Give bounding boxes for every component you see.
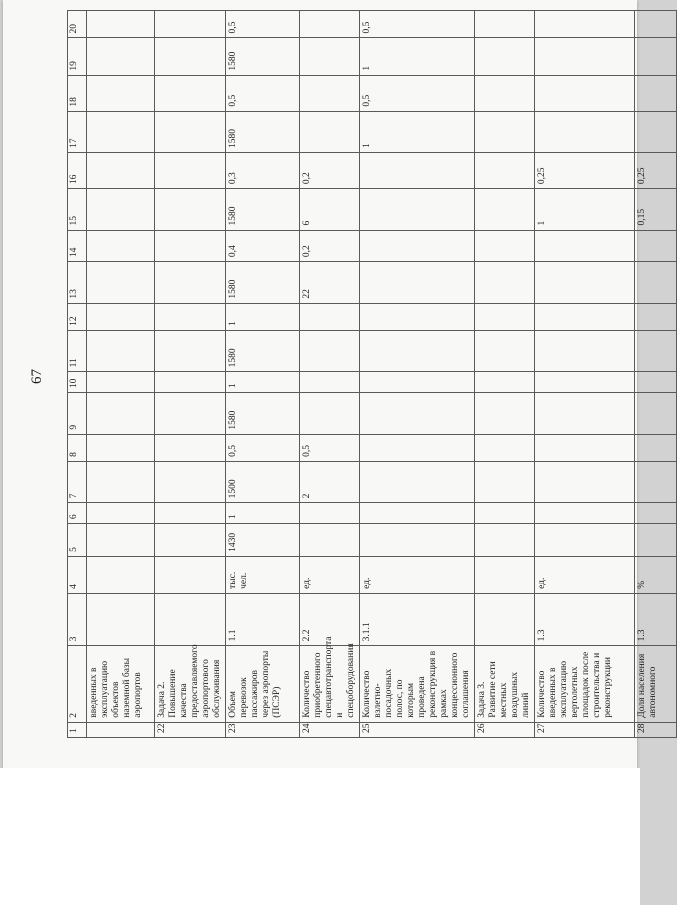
value-cell xyxy=(155,524,226,557)
column-number-17: 17 xyxy=(68,111,87,152)
value-cell: 1500 xyxy=(226,461,300,502)
value-cell xyxy=(475,372,535,393)
value-cell xyxy=(535,524,635,557)
row-number: 28 xyxy=(635,722,677,737)
value-cell xyxy=(360,393,475,434)
value-cell xyxy=(155,11,226,38)
value-cell xyxy=(155,230,226,262)
column-number-10: 10 xyxy=(68,372,87,393)
value-cell xyxy=(535,230,635,262)
value-cell xyxy=(87,230,155,262)
table-row xyxy=(360,11,475,738)
row-number: 22 xyxy=(155,722,226,737)
indicator-name: Задача 2. Повышение качества предоставляемого аэропортового обслуживания xyxy=(155,646,226,722)
value-cell xyxy=(635,503,677,524)
value-cell xyxy=(155,330,226,371)
row-number: 26 xyxy=(475,722,535,737)
value-cell: 1580 xyxy=(226,393,300,434)
table-row xyxy=(226,11,300,738)
value-cell xyxy=(635,434,677,461)
page-number: 67 xyxy=(29,369,45,384)
value-cell: 1 xyxy=(535,189,635,230)
value-cell: 1580 xyxy=(226,38,300,75)
value-cell xyxy=(475,330,535,371)
value-cell xyxy=(635,230,677,262)
column-number-9: 9 xyxy=(68,393,87,434)
value-cell: 1580 xyxy=(226,189,300,230)
value-cell xyxy=(475,75,535,111)
column-number-1: 1 xyxy=(68,722,87,737)
value-cell xyxy=(87,11,155,38)
unit xyxy=(155,556,226,593)
value-cell xyxy=(360,461,475,502)
value-cell xyxy=(87,38,155,75)
value-cell xyxy=(360,153,475,189)
value-cell xyxy=(155,503,226,524)
value-cell xyxy=(360,230,475,262)
column-number-6: 6 xyxy=(68,503,87,524)
page-background xyxy=(0,768,640,905)
value-cell xyxy=(475,11,535,38)
value-cell xyxy=(87,372,155,393)
value-cell: 0,5 xyxy=(226,434,300,461)
column-number-4: 4 xyxy=(68,556,87,593)
value-cell xyxy=(535,434,635,461)
value-cell xyxy=(155,372,226,393)
value-cell xyxy=(87,434,155,461)
value-cell xyxy=(87,503,155,524)
value-cell xyxy=(535,503,635,524)
value-cell xyxy=(155,38,226,75)
value-cell: 0,5 xyxy=(226,75,300,111)
value-cell xyxy=(475,262,535,303)
measure-ref: 1.3 xyxy=(635,593,677,645)
value-cell: 0,2 xyxy=(300,153,360,189)
value-cell xyxy=(635,11,677,38)
value-cell: 0,25 xyxy=(535,153,635,189)
value-cell xyxy=(360,303,475,330)
value-cell xyxy=(635,393,677,434)
column-number-11: 11 xyxy=(68,330,87,371)
unit: ед. xyxy=(535,556,635,593)
value-cell xyxy=(360,330,475,371)
value-cell xyxy=(360,262,475,303)
value-cell: 1430 xyxy=(226,524,300,557)
value-cell xyxy=(155,434,226,461)
column-number-16: 16 xyxy=(68,153,87,189)
indicator-name: Задача 3. Развитие сети местных воздушных линий xyxy=(475,646,535,722)
value-cell xyxy=(635,303,677,330)
column-number-15: 15 xyxy=(68,189,87,230)
value-cell xyxy=(475,434,535,461)
value-cell xyxy=(635,330,677,371)
value-cell: 6 xyxy=(300,189,360,230)
value-cell xyxy=(87,262,155,303)
value-cell xyxy=(635,111,677,152)
value-cell xyxy=(635,262,677,303)
value-cell: 1580 xyxy=(226,330,300,371)
value-cell xyxy=(300,503,360,524)
value-cell: 1 xyxy=(226,372,300,393)
value-cell xyxy=(535,111,635,152)
value-cell xyxy=(300,330,360,371)
value-cell xyxy=(300,524,360,557)
value-cell: 2 xyxy=(300,461,360,502)
column-number-13: 13 xyxy=(68,262,87,303)
measure-ref xyxy=(475,593,535,645)
indicator-name: Количество взлетно-посадочных полос, по которым проведена реконструкция в рамках концессионного соглашения xyxy=(360,646,475,722)
measure-ref xyxy=(87,593,155,645)
table-row xyxy=(535,11,635,738)
value-cell xyxy=(155,153,226,189)
value-cell xyxy=(635,461,677,502)
value-cell xyxy=(87,461,155,502)
value-cell xyxy=(360,434,475,461)
column-number-12: 12 xyxy=(68,303,87,330)
value-cell xyxy=(535,38,635,75)
column-number-19: 19 xyxy=(68,38,87,75)
value-cell xyxy=(300,393,360,434)
measure-ref: 1.1 xyxy=(226,593,300,645)
value-cell xyxy=(475,461,535,502)
header-row xyxy=(68,11,87,738)
value-cell xyxy=(87,75,155,111)
value-cell xyxy=(300,372,360,393)
value-cell xyxy=(475,303,535,330)
value-cell xyxy=(300,303,360,330)
value-cell xyxy=(475,153,535,189)
value-cell xyxy=(475,111,535,152)
value-cell xyxy=(535,330,635,371)
column-number-18: 18 xyxy=(68,75,87,111)
table-row xyxy=(475,11,535,738)
measure-ref: 3.1.1 xyxy=(360,593,475,645)
row-number: 27 xyxy=(535,722,635,737)
value-cell: 1580 xyxy=(226,111,300,152)
value-cell: 0,15 xyxy=(635,189,677,230)
value-cell xyxy=(87,189,155,230)
value-cell xyxy=(360,524,475,557)
table-row xyxy=(87,11,155,738)
row-number: 24 xyxy=(300,722,360,737)
value-cell xyxy=(535,393,635,434)
indicator-name: введенных в эксплуатацию объектов наземной базы аэропортов xyxy=(87,646,155,722)
value-cell xyxy=(155,111,226,152)
indicator-table xyxy=(67,10,677,738)
indicator-name: Доля населения автономного xyxy=(635,646,677,722)
value-cell: 0,2 xyxy=(300,230,360,262)
value-cell xyxy=(87,111,155,152)
value-cell: 0,3 xyxy=(226,153,300,189)
measure-ref xyxy=(155,593,226,645)
value-cell xyxy=(535,262,635,303)
value-cell xyxy=(360,189,475,230)
column-number-7: 7 xyxy=(68,461,87,502)
value-cell xyxy=(300,11,360,38)
value-cell: 0,5 xyxy=(360,11,475,38)
unit xyxy=(475,556,535,593)
value-cell xyxy=(155,393,226,434)
unit: ед. xyxy=(360,556,475,593)
value-cell: 1 xyxy=(360,38,475,75)
value-cell xyxy=(635,38,677,75)
value-cell xyxy=(155,189,226,230)
row-number: 25 xyxy=(360,722,475,737)
value-cell: 1 xyxy=(226,503,300,524)
value-cell xyxy=(300,75,360,111)
scanned-page xyxy=(3,0,658,768)
value-cell: 22 xyxy=(300,262,360,303)
value-cell: 1 xyxy=(226,303,300,330)
value-cell xyxy=(87,393,155,434)
indicator-name: Количество приобретенного спецавтотранспорта и спецоборудования xyxy=(300,646,360,722)
value-cell: 0,4 xyxy=(226,230,300,262)
value-cell xyxy=(635,524,677,557)
value-cell xyxy=(87,330,155,371)
value-cell xyxy=(155,75,226,111)
unit: тыс. чел. xyxy=(226,556,300,593)
indicator-name: Количество введенных в эксплуатацию вертолетных площадок после строительства и реконструкции xyxy=(535,646,635,722)
value-cell: 0,5 xyxy=(226,11,300,38)
value-cell xyxy=(300,38,360,75)
column-number-2: 2 xyxy=(68,646,87,722)
value-cell xyxy=(635,372,677,393)
value-cell xyxy=(535,303,635,330)
value-cell xyxy=(360,503,475,524)
value-cell xyxy=(535,461,635,502)
column-number-8: 8 xyxy=(68,434,87,461)
column-number-3: 3 xyxy=(68,593,87,645)
value-cell xyxy=(475,189,535,230)
value-cell xyxy=(87,524,155,557)
value-cell: 0,5 xyxy=(360,75,475,111)
row-number xyxy=(87,722,155,737)
value-cell xyxy=(155,303,226,330)
column-number-20: 20 xyxy=(68,11,87,38)
value-cell xyxy=(155,461,226,502)
row-number: 23 xyxy=(226,722,300,737)
measure-ref: 1.3 xyxy=(535,593,635,645)
value-cell: 1580 xyxy=(226,262,300,303)
value-cell xyxy=(535,11,635,38)
table-row xyxy=(300,11,360,738)
value-cell xyxy=(535,372,635,393)
value-cell: 1 xyxy=(360,111,475,152)
value-cell xyxy=(475,503,535,524)
measure-ref: 2.2 xyxy=(300,593,360,645)
column-number-5: 5 xyxy=(68,524,87,557)
value-cell xyxy=(475,524,535,557)
table-row xyxy=(635,11,677,738)
value-cell xyxy=(87,153,155,189)
value-cell xyxy=(360,372,475,393)
unit: ед. xyxy=(300,556,360,593)
value-cell xyxy=(475,393,535,434)
value-cell xyxy=(635,75,677,111)
value-cell: 0,5 xyxy=(300,434,360,461)
value-cell xyxy=(535,75,635,111)
value-cell xyxy=(475,38,535,75)
unit xyxy=(87,556,155,593)
column-number-14: 14 xyxy=(68,230,87,262)
table-row xyxy=(155,11,226,738)
value-cell xyxy=(155,262,226,303)
indicator-name: Объем перевозок пассажиров через аэропорты (ПСЭР) xyxy=(226,646,300,722)
value-cell xyxy=(87,303,155,330)
value-cell: 0,25 xyxy=(635,153,677,189)
unit: % xyxy=(635,556,677,593)
value-cell xyxy=(300,111,360,152)
value-cell xyxy=(475,230,535,262)
